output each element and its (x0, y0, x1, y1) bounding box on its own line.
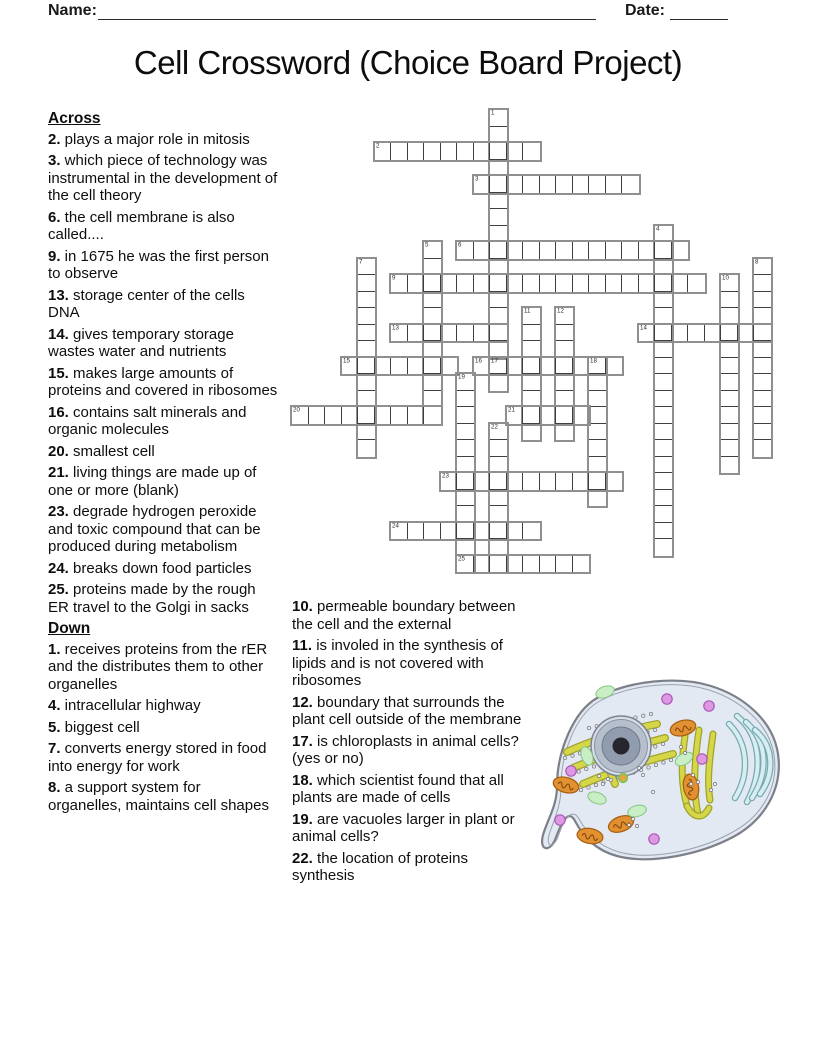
grid-cell[interactable] (457, 440, 474, 457)
clue-across-24: 24. breaks down food particles (48, 559, 252, 577)
grid-cell[interactable] (622, 176, 639, 193)
grid-cell[interactable] (490, 325, 507, 342)
grid-cell[interactable] (573, 275, 590, 292)
grid-cell[interactable] (655, 407, 672, 424)
grid-cell[interactable] (507, 242, 524, 259)
grid-cell[interactable] (358, 275, 375, 292)
grid-cell[interactable] (721, 275, 738, 292)
cell-number-11: 11 (524, 307, 531, 315)
clue-across-23: 23. degrade hydrogen peroxide and toxic compound that can be produced during metabolism (48, 503, 261, 555)
grid-cell[interactable] (589, 176, 606, 193)
grid-cell[interactable] (721, 341, 738, 358)
purple-vesicle (566, 766, 576, 776)
grid-cell[interactable] (342, 407, 359, 424)
grid-cell[interactable] (474, 275, 491, 292)
word-22-down[interactable] (488, 422, 509, 575)
grid-cell[interactable] (424, 325, 441, 342)
clue-across-14: 14. gives temporary storage wastes water and nutrients (48, 325, 234, 360)
grid-cell[interactable] (490, 473, 507, 490)
grid-cell[interactable] (754, 407, 771, 424)
grid-cell[interactable] (721, 358, 738, 375)
word-15-across[interactable] (340, 356, 460, 377)
grid-cell[interactable] (457, 374, 474, 391)
grid-cell[interactable] (606, 176, 623, 193)
grid-cell[interactable] (655, 391, 672, 408)
grid-cell[interactable] (391, 523, 408, 540)
grid-cell[interactable] (589, 473, 606, 490)
grid-cell[interactable] (457, 556, 474, 573)
cell-number-6: 6 (458, 241, 462, 249)
grid-cell[interactable] (655, 523, 672, 540)
grid-cell[interactable] (556, 308, 573, 325)
grid-cell[interactable] (358, 440, 375, 457)
grid-cell[interactable] (573, 407, 590, 424)
cell-number-19: 19 (458, 373, 465, 381)
grid-cell[interactable] (441, 275, 458, 292)
grid-cell[interactable] (507, 523, 524, 540)
clue-down-18: 18. which scientist found that all plants are made of cells (292, 771, 504, 806)
grid-cell[interactable] (490, 209, 507, 226)
grid-cell[interactable] (490, 490, 507, 507)
grid-cell[interactable] (424, 242, 441, 259)
clue-across-15: 15. makes large amounts of proteins and covered in ribosomes (48, 364, 278, 399)
clue-down-17: 17. is chloroplasts in animal cells? (yes or no) (292, 732, 519, 767)
grid-cell[interactable] (474, 523, 491, 540)
grid-cell[interactable] (441, 325, 458, 342)
clue-down-8: 8. a support system for organelles, maintains cell shapes (48, 779, 269, 814)
grid-cell[interactable] (721, 325, 738, 342)
grid-cell[interactable] (424, 143, 441, 160)
grid-cell[interactable] (738, 325, 755, 342)
clue-across-25: 25. proteins made by the rough ER travel to the Golgi in sacks (48, 581, 256, 616)
clue-down-19: 19. are vacuoles larger in plant or animal cells? (292, 810, 515, 845)
date-input-line[interactable] (670, 18, 728, 20)
grid-cell[interactable] (721, 374, 738, 391)
grid-cell[interactable] (424, 292, 441, 309)
grid-cell[interactable] (721, 440, 738, 457)
grid-cell[interactable] (292, 407, 309, 424)
word-9-across[interactable] (389, 273, 707, 294)
grid-cell[interactable] (490, 556, 507, 573)
grid-cell[interactable] (408, 325, 425, 342)
grid-cell[interactable] (523, 308, 540, 325)
clue-across-9: 9. in 1675 he was the first person to observe (48, 247, 269, 282)
purple-vesicle (704, 701, 714, 711)
clues-heading-across: Across (48, 110, 101, 127)
purple-vesicle (555, 815, 565, 825)
grid-cell[interactable] (540, 275, 557, 292)
grid-cell[interactable] (540, 473, 557, 490)
cell-number-5: 5 (425, 241, 429, 249)
cell-number-22: 22 (491, 422, 498, 430)
cell-number-25: 25 (458, 554, 465, 562)
grid-cell[interactable] (655, 506, 672, 523)
grid-cell[interactable] (441, 523, 458, 540)
clue-down-10: 10. permeable boundary between the cell and the external (292, 598, 516, 633)
grid-cell[interactable] (639, 275, 656, 292)
word-25-across[interactable] (455, 554, 591, 575)
grid-cell[interactable] (754, 292, 771, 309)
grid-cell[interactable] (457, 143, 474, 160)
grid-cell[interactable] (606, 275, 623, 292)
grid-cell[interactable] (622, 242, 639, 259)
grid-cell[interactable] (358, 407, 375, 424)
cell-number-13: 13 (392, 323, 399, 331)
grid-cell[interactable] (655, 292, 672, 309)
grid-cell[interactable] (589, 358, 606, 375)
clue-across-16: 16. contains salt minerals and organic molecules (48, 403, 247, 438)
grid-cell[interactable] (457, 325, 474, 342)
word-2-across[interactable] (373, 141, 542, 162)
clue-across-20: 20. smallest cell (48, 442, 155, 460)
clues-middle-column (292, 598, 524, 889)
word-24-across[interactable] (389, 521, 542, 542)
grid-cell[interactable] (424, 275, 441, 292)
grid-cell[interactable] (490, 292, 507, 309)
grid-cell[interactable] (474, 242, 491, 259)
clue-down-22: 22. the location of proteins synthesis (292, 849, 468, 884)
grid-cell[interactable] (573, 242, 590, 259)
word-23-across[interactable] (439, 471, 625, 492)
grid-cell[interactable] (474, 473, 491, 490)
grid-cell[interactable] (523, 523, 540, 540)
grid-cell[interactable] (540, 556, 557, 573)
purple-vesicle (662, 694, 672, 704)
grid-cell[interactable] (358, 358, 375, 375)
cell-number-23: 23 (441, 472, 449, 480)
grid-cell[interactable] (655, 440, 672, 457)
grid-cell[interactable] (754, 358, 771, 375)
animal-cell-illustration (533, 672, 789, 872)
grid-cell[interactable] (375, 407, 392, 424)
grid-cell[interactable] (556, 275, 573, 292)
grid-cell[interactable] (490, 523, 507, 540)
grid-cell[interactable] (358, 259, 375, 276)
clue-across-2: 2. plays a major role in mitosis (48, 130, 250, 148)
grid-cell[interactable] (573, 176, 590, 193)
grid-cell[interactable] (589, 490, 606, 507)
grid-cell[interactable] (391, 358, 408, 375)
grid-cell[interactable] (556, 358, 573, 375)
grid-cell[interactable] (424, 358, 441, 375)
grid-cell[interactable] (474, 143, 491, 160)
cell-number-17: 17 (491, 356, 498, 364)
grid-cell[interactable] (672, 325, 689, 342)
grid-cell[interactable] (474, 556, 491, 573)
grid-cell[interactable] (490, 143, 507, 160)
grid-cell[interactable] (342, 358, 359, 375)
grid-cell[interactable] (358, 374, 375, 391)
grid-cell[interactable] (556, 407, 573, 424)
purple-vesicle (649, 834, 659, 844)
clue-across-21: 21. living things are made up of one or more (blank) (48, 464, 257, 499)
grid-cell[interactable] (556, 473, 573, 490)
grid-cell[interactable] (639, 325, 656, 342)
grid-cell[interactable] (507, 143, 524, 160)
grid-cell[interactable] (754, 341, 771, 358)
grid-cell[interactable] (523, 275, 540, 292)
grid-cell[interactable] (556, 374, 573, 391)
nucleus (591, 716, 651, 776)
grid-cell[interactable] (589, 424, 606, 441)
grid-cell[interactable] (457, 391, 474, 408)
grid-cell[interactable] (573, 473, 590, 490)
grid-cell[interactable] (457, 275, 474, 292)
grid-cell[interactable] (408, 275, 425, 292)
grid-cell[interactable] (457, 490, 474, 507)
grid-cell[interactable] (490, 440, 507, 457)
clue-down-11: 11. is involed in the synthesis of lipids and is not covered with ribosomes (292, 637, 503, 689)
grid-cell[interactable] (358, 325, 375, 342)
grid-cell[interactable] (589, 374, 606, 391)
cell-number-7: 7 (359, 257, 363, 265)
grid-cell[interactable] (754, 391, 771, 408)
grid-cell[interactable] (655, 358, 672, 375)
clues-left-column (48, 110, 278, 818)
grid-cell[interactable] (391, 325, 408, 342)
grid-cell[interactable] (556, 242, 573, 259)
clue-across-13: 13. storage center of the cells DNA (48, 286, 245, 321)
grid-cell[interactable] (408, 523, 425, 540)
grid-cell[interactable] (589, 275, 606, 292)
grid-cell[interactable] (408, 358, 425, 375)
clue-down-12: 12. boundary that surrounds the plant cell outside of the membrane (292, 693, 522, 728)
clue-down-5: 5. biggest cell (48, 718, 140, 736)
grid-cell[interactable] (523, 407, 540, 424)
grid-cell[interactable] (358, 424, 375, 441)
grid-cell[interactable] (325, 407, 342, 424)
grid-cell[interactable] (309, 407, 326, 424)
grid-cell[interactable] (424, 374, 441, 391)
grid-cell[interactable] (523, 473, 540, 490)
grid-cell[interactable] (622, 275, 639, 292)
grid-cell[interactable] (457, 424, 474, 441)
cell-number-4: 4 (656, 224, 660, 232)
grid-cell[interactable] (754, 440, 771, 457)
clue-down-1: 1. receives proteins from the rER and the distributes them to other organelles (48, 640, 268, 693)
grid-cell[interactable] (408, 143, 425, 160)
grid-cell[interactable] (424, 523, 441, 540)
cell-number-20: 20 (293, 406, 300, 414)
clue-down-4: 4. intracellular highway (48, 697, 201, 714)
grid-cell[interactable] (523, 374, 540, 391)
grid-cell[interactable] (507, 556, 524, 573)
cell-number-1: 1 (491, 109, 495, 117)
grid-cell[interactable] (358, 292, 375, 309)
grid-cell[interactable] (457, 242, 474, 259)
grid-cell[interactable] (490, 358, 507, 375)
grid-cell[interactable] (721, 407, 738, 424)
grid-cell[interactable] (523, 143, 540, 160)
grid-cell[interactable] (391, 275, 408, 292)
grid-cell[interactable] (523, 176, 540, 193)
grid-cell[interactable] (655, 473, 672, 490)
word-21-across[interactable] (505, 405, 592, 426)
grid-cell[interactable] (672, 275, 689, 292)
grid-cell[interactable] (457, 523, 474, 540)
name-label: Name: (48, 2, 97, 19)
grid-cell[interactable] (589, 391, 606, 408)
word-10-down[interactable] (719, 273, 740, 475)
grid-cell[interactable] (655, 424, 672, 441)
grid-cell[interactable] (573, 556, 590, 573)
header-row (48, 2, 768, 24)
grid-cell[interactable] (606, 473, 623, 490)
cell-number-2: 2 (375, 142, 379, 150)
grid-cell[interactable] (556, 325, 573, 342)
grid-cell[interactable] (672, 242, 689, 259)
grid-cell[interactable] (655, 539, 672, 556)
grid-cell[interactable] (688, 275, 705, 292)
grid-cell[interactable] (754, 275, 771, 292)
grid-cell[interactable] (474, 325, 491, 342)
grid-cell[interactable] (754, 259, 771, 276)
cell-number-24: 24 (392, 521, 399, 529)
cell-number-10: 10 (722, 274, 729, 282)
word-3-across[interactable] (472, 174, 641, 195)
name-input-line[interactable] (98, 18, 596, 20)
cell-number-16: 16 (474, 356, 482, 364)
grid-cell[interactable] (424, 407, 441, 424)
grid-cell[interactable] (606, 242, 623, 259)
grid-cell[interactable] (507, 176, 524, 193)
grid-cell[interactable] (754, 374, 771, 391)
grid-cell[interactable] (655, 457, 672, 474)
grid-cell[interactable] (507, 275, 524, 292)
cell-number-12: 12 (557, 307, 564, 315)
cell-number-8: 8 (755, 257, 759, 265)
grid-cell[interactable] (490, 176, 507, 193)
grid-cell[interactable] (589, 407, 606, 424)
grid-cell[interactable] (391, 143, 408, 160)
grid-cell[interactable] (441, 143, 458, 160)
word-14-across[interactable] (637, 323, 773, 344)
word-17-down[interactable] (488, 356, 509, 393)
grid-cell[interactable] (589, 242, 606, 259)
grid-cell[interactable] (408, 407, 425, 424)
grid-cell[interactable] (375, 143, 392, 160)
cell-number-21: 21 (507, 406, 515, 414)
cell-number-15: 15 (342, 356, 350, 364)
grid-cell[interactable] (474, 176, 491, 193)
clue-across-3: 3. which piece of technology was instrumental in the development of the cell theory (48, 152, 278, 204)
grid-cell[interactable] (540, 407, 557, 424)
grid-cell[interactable] (721, 292, 738, 309)
clues-heading-down: Down (48, 620, 91, 637)
centriole (619, 774, 627, 782)
grid-cell[interactable] (556, 556, 573, 573)
grid-cell[interactable] (523, 242, 540, 259)
grid-cell[interactable] (457, 407, 474, 424)
grid-cell[interactable] (490, 275, 507, 292)
grid-cell[interactable] (655, 242, 672, 259)
grid-cell[interactable] (490, 110, 507, 127)
grid-cell[interactable] (540, 358, 557, 375)
grid-cell[interactable] (589, 440, 606, 457)
grid-cell[interactable] (721, 391, 738, 408)
grid-cell[interactable] (754, 424, 771, 441)
grid-cell[interactable] (523, 325, 540, 342)
page-title: Cell Crossword (Choice Board Project) (133, 44, 683, 81)
grid-cell[interactable] (441, 473, 458, 490)
grid-cell[interactable] (507, 407, 524, 424)
grid-cell[interactable] (523, 424, 540, 441)
grid-cell[interactable] (523, 358, 540, 375)
grid-cell[interactable] (490, 374, 507, 391)
grid-cell[interactable] (556, 176, 573, 193)
grid-cell[interactable] (655, 275, 672, 292)
grid-cell[interactable] (556, 424, 573, 441)
grid-cell[interactable] (523, 556, 540, 573)
cell-number-14: 14 (639, 323, 647, 331)
grid-cell[interactable] (705, 325, 722, 342)
grid-cell[interactable] (375, 358, 392, 375)
grid-cell[interactable] (655, 490, 672, 507)
grid-cell[interactable] (639, 242, 656, 259)
cell-number-18: 18 (590, 356, 597, 364)
word-8-down[interactable] (752, 257, 773, 459)
grid-cell[interactable] (655, 341, 672, 358)
cell-number-9: 9 (392, 274, 396, 282)
word-6-across[interactable] (455, 240, 690, 261)
grid-cell[interactable] (507, 358, 524, 375)
grid-cell[interactable] (490, 242, 507, 259)
grid-cell[interactable] (721, 424, 738, 441)
grid-cell[interactable] (655, 374, 672, 391)
grid-cell[interactable] (490, 424, 507, 441)
grid-cell[interactable] (358, 308, 375, 325)
grid-cell[interactable] (391, 407, 408, 424)
grid-cell[interactable] (688, 325, 705, 342)
grid-cell[interactable] (507, 473, 524, 490)
grid-cell[interactable] (721, 457, 738, 474)
clue-across-6: 6. the cell membrane is also called.... (48, 208, 235, 243)
grid-cell[interactable] (540, 176, 557, 193)
grid-cell[interactable] (754, 325, 771, 342)
grid-cell[interactable] (457, 473, 474, 490)
word-20-across[interactable] (290, 405, 443, 426)
date-label: Date: (625, 2, 666, 19)
clue-down-7: 7. converts energy stored in food into energy for work (48, 740, 267, 775)
grid-cell[interactable] (490, 193, 507, 210)
grid-cell[interactable] (655, 325, 672, 342)
grid-cell[interactable] (606, 358, 623, 375)
cell-number-3: 3 (474, 175, 478, 183)
word-13-across[interactable] (389, 323, 509, 344)
purple-vesicle (697, 754, 707, 764)
grid-cell[interactable] (540, 242, 557, 259)
